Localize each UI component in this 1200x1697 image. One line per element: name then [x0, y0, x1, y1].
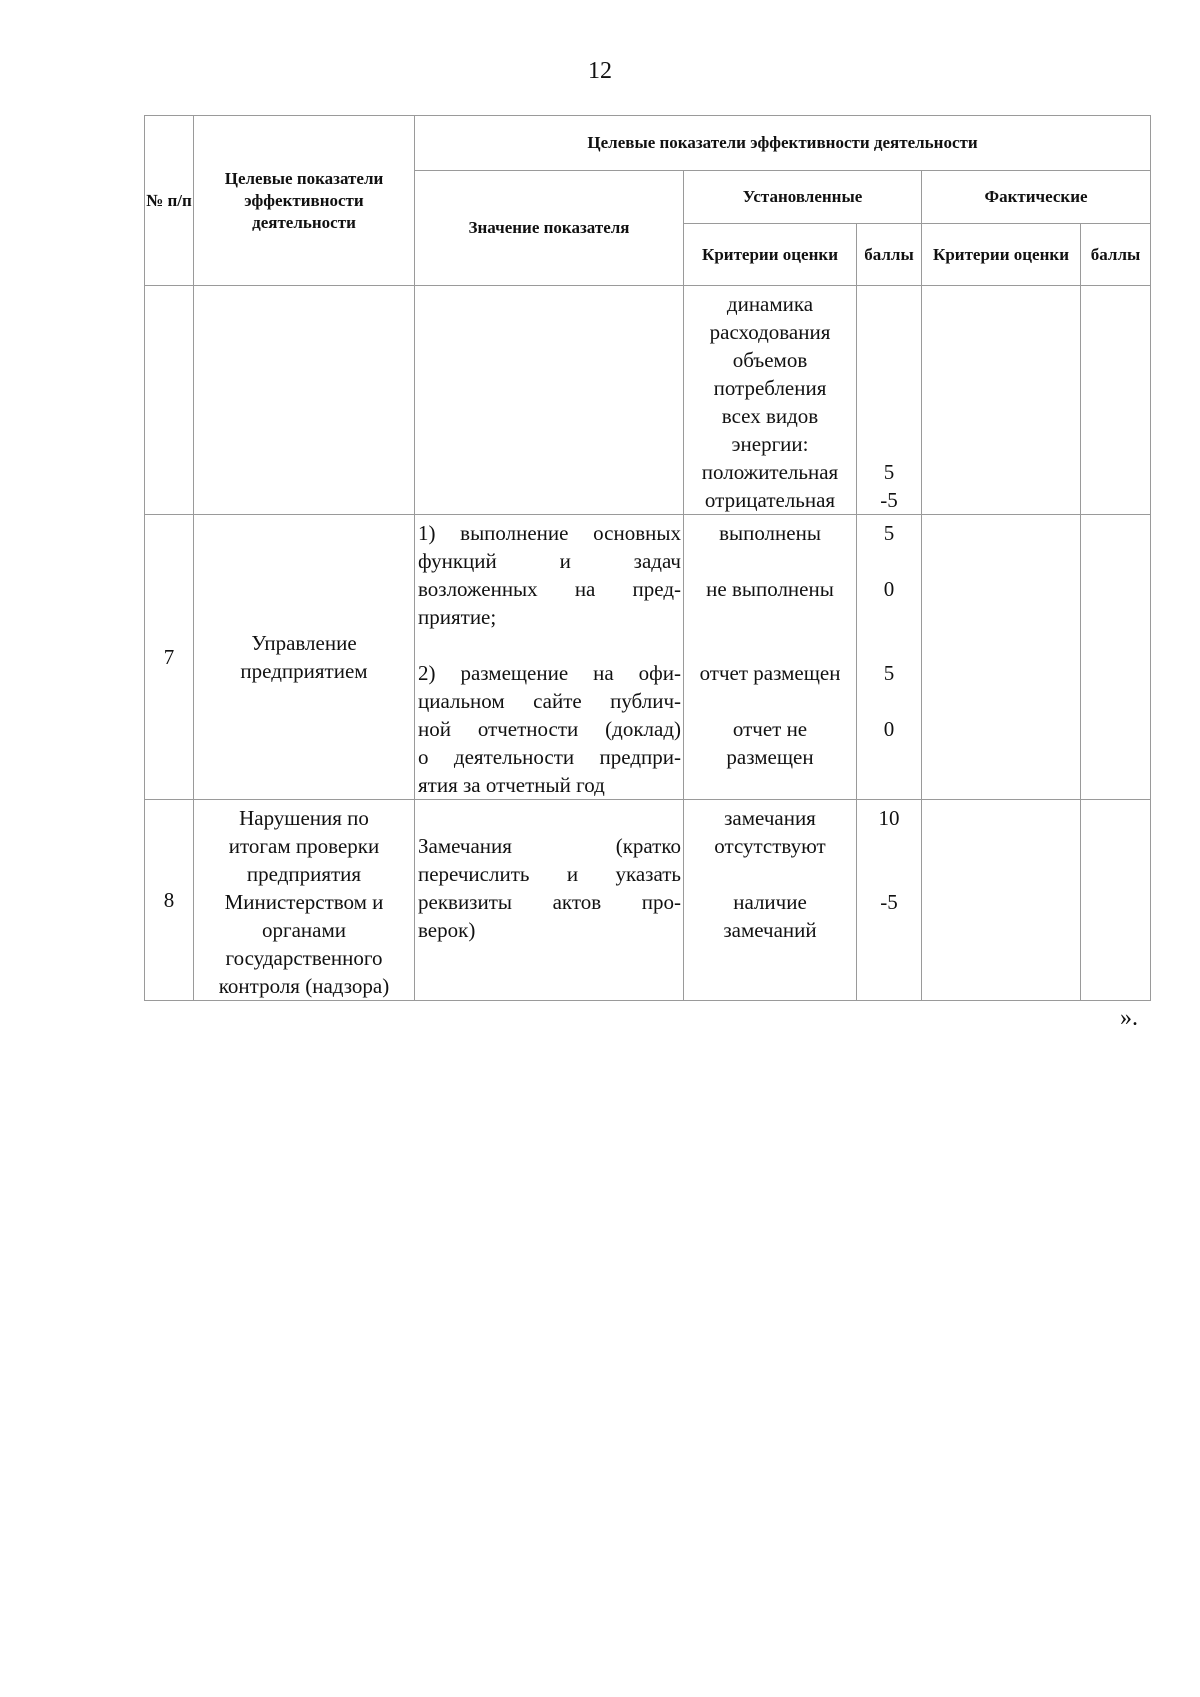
- row-points: 5 -5: [857, 286, 922, 515]
- row-value: Замечания (кратко перечислить и указать реквизиты актов про- верок): [415, 800, 684, 1001]
- row-value: 1) выполнение основных функций и задач возложенных на пред- приятие; 2) размещение на офи- циальном сайте публич- ной отчетности (доклад) о деятельности предпри- ятия за отчетный год: [415, 515, 684, 800]
- header-criteria-actual: Критерии оценки: [922, 224, 1081, 286]
- row-indicator: Управление предприятием: [194, 515, 415, 800]
- row-criteria: динамика расходования объемов потребления всех видов энергии: положительная отрицательная: [684, 286, 857, 515]
- row-criteria-actual: [922, 286, 1081, 515]
- header-num: № п/п: [145, 116, 194, 286]
- row-points: 10 -5: [857, 800, 922, 1001]
- header-points-actual: баллы: [1081, 224, 1151, 286]
- table-row: [145, 286, 1151, 515]
- row-points-actual: [1081, 286, 1151, 515]
- row-points-actual: [1081, 800, 1151, 1001]
- table-row: [145, 515, 1151, 800]
- row-num: 7: [145, 515, 194, 800]
- header-group: Целевые показатели эффективности деятельности: [415, 116, 1151, 171]
- header-indicator: Целевые показатели эффективности деятельности: [194, 116, 415, 286]
- table-row: [145, 800, 1151, 1001]
- row-indicator: Нарушения по итогам проверки предприятия Министерством и органами государственного контроля (надзора): [194, 800, 415, 1001]
- closing-quote: ».: [1120, 1005, 1138, 1031]
- header-value: Значение показателя: [415, 171, 684, 286]
- header-criteria: Критерии оценки: [684, 224, 857, 286]
- row-criteria-actual: [922, 800, 1081, 1001]
- row-points: 5 0 5 0: [857, 515, 922, 800]
- header-actual: Фактические: [922, 171, 1151, 224]
- header-points: баллы: [857, 224, 922, 286]
- row-indicator: [194, 286, 415, 515]
- header-established: Установленные: [684, 171, 922, 224]
- row-value: [415, 286, 684, 515]
- page-number: 12: [588, 58, 612, 84]
- row-criteria-actual: [922, 515, 1081, 800]
- row-criteria: выполнены не выполнены отчет размещен отчет не размещен: [684, 515, 857, 800]
- kpi-table: [144, 115, 1151, 1001]
- row-num: [145, 286, 194, 515]
- row-num: 8: [145, 800, 194, 1001]
- row-points-actual: [1081, 515, 1151, 800]
- row-criteria: замечания отсутствуют наличие замечаний: [684, 800, 857, 1001]
